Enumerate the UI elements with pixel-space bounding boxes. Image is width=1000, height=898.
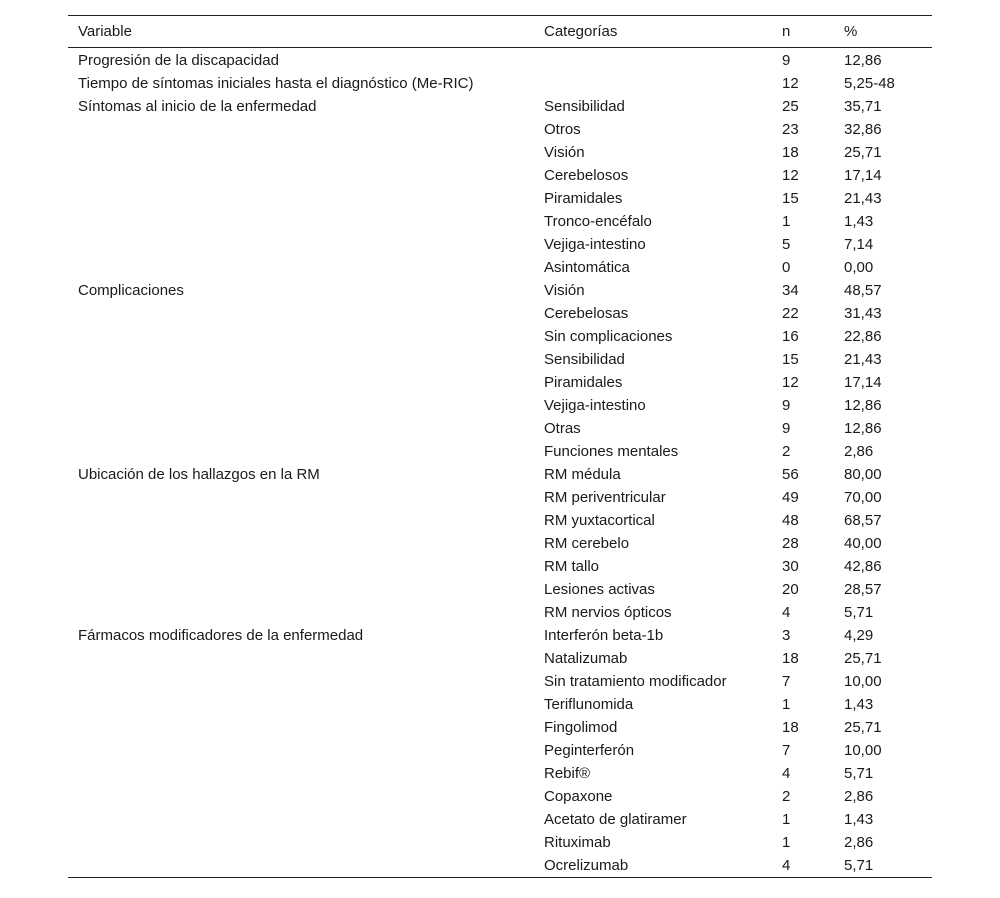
cell-category: Visión xyxy=(544,282,585,299)
cell-n: 15 xyxy=(782,351,799,368)
cell-variable xyxy=(68,325,534,348)
table-row xyxy=(68,187,932,210)
table-row xyxy=(68,716,932,739)
cell-variable xyxy=(68,601,534,624)
table-row xyxy=(68,670,932,693)
table-row xyxy=(68,854,932,878)
cell-n: 28 xyxy=(782,535,799,552)
cell-n: 1 xyxy=(782,213,791,230)
table-row xyxy=(68,118,932,141)
cell-category: Vejiga-intestino xyxy=(544,236,646,253)
cell-variable xyxy=(68,210,534,233)
table-row xyxy=(68,348,932,371)
table-row xyxy=(68,578,932,601)
cell-n: 9 xyxy=(782,420,791,437)
cell-percent: 21,43 xyxy=(844,190,882,207)
cell-n: 1 xyxy=(782,811,791,828)
cell-n: 18 xyxy=(782,650,799,667)
cell-n: 12 xyxy=(782,75,799,92)
cell-category: Cerebelosos xyxy=(544,167,629,184)
cell-variable xyxy=(68,233,534,256)
cell-variable: Progresión de la discapacidad xyxy=(78,52,279,69)
cell-n: 20 xyxy=(782,581,799,598)
table-row xyxy=(68,72,932,95)
cell-category: Copaxone xyxy=(544,788,613,805)
cell-percent: 48,57 xyxy=(844,282,882,299)
cell-n: 0 xyxy=(782,259,791,276)
cell-n: 30 xyxy=(782,558,799,575)
table-body xyxy=(68,48,932,878)
cell-percent: 0,00 xyxy=(844,259,874,276)
table-row xyxy=(68,164,932,187)
header-n: n xyxy=(772,16,834,48)
header-row xyxy=(68,16,932,48)
header-variable: Variable xyxy=(68,16,534,48)
cell-category: Piramidales xyxy=(544,374,623,391)
cell-category: Visión xyxy=(544,144,585,161)
cell-variable: Tiempo de síntomas iniciales hasta el diagnóstico (Me-RIC) xyxy=(78,75,474,92)
cell-n: 48 xyxy=(782,512,799,529)
cell-variable xyxy=(68,762,534,785)
cell-percent: 2,86 xyxy=(844,443,874,460)
cell-category xyxy=(534,48,772,73)
cell-n: 1 xyxy=(782,696,791,713)
cell-variable: Síntomas al inicio de la enfermedad xyxy=(78,98,317,115)
cell-percent: 22,86 xyxy=(844,328,882,345)
cell-percent: 25,71 xyxy=(844,650,882,667)
cell-n: 5 xyxy=(782,236,791,253)
table-row xyxy=(68,739,932,762)
cell-n: 2 xyxy=(782,788,791,805)
table-row xyxy=(68,785,932,808)
cell-variable xyxy=(68,164,534,187)
cell-percent: 31,43 xyxy=(844,305,882,322)
cell-n: 25 xyxy=(782,98,799,115)
cell-category: Sin tratamiento modificador xyxy=(544,673,727,690)
cell-n: 12 xyxy=(782,374,799,391)
cell-category: RM médula xyxy=(544,466,621,483)
cell-category: Teriflunomida xyxy=(544,696,634,713)
table-row xyxy=(68,647,932,670)
table-row xyxy=(68,831,932,854)
cell-n: 1 xyxy=(782,834,791,851)
cell-variable xyxy=(68,348,534,371)
table-row xyxy=(68,555,932,578)
cell-percent: 28,57 xyxy=(844,581,882,598)
cell-category: Otros xyxy=(544,121,581,138)
table-row xyxy=(68,371,932,394)
cell-percent: 2,86 xyxy=(844,788,874,805)
cell-n: 18 xyxy=(782,144,799,161)
cell-category: Acetato de glatiramer xyxy=(544,811,687,828)
table-row xyxy=(68,279,932,302)
cell-percent: 2,86 xyxy=(844,834,874,851)
cell-variable xyxy=(68,440,534,463)
cell-variable xyxy=(68,785,534,808)
table-row xyxy=(68,601,932,624)
cell-n: 12 xyxy=(782,167,799,184)
cell-n: 16 xyxy=(782,328,799,345)
table-row xyxy=(68,141,932,164)
cell-variable xyxy=(68,371,534,394)
cell-percent: 1,43 xyxy=(844,811,874,828)
cell-category: Rebif® xyxy=(544,765,591,782)
cell-variable xyxy=(68,118,534,141)
cell-percent: 4,29 xyxy=(844,627,874,644)
cell-percent: 12,86 xyxy=(844,397,882,414)
cell-variable xyxy=(68,647,534,670)
table-row xyxy=(68,48,932,73)
cell-category: Fingolimod xyxy=(544,719,618,736)
cell-percent: 21,43 xyxy=(844,351,882,368)
cell-percent: 10,00 xyxy=(844,673,882,690)
cell-n: 56 xyxy=(782,466,799,483)
cell-category: Vejiga-intestino xyxy=(544,397,646,414)
table-row xyxy=(68,693,932,716)
cell-percent: 17,14 xyxy=(844,167,882,184)
cell-variable xyxy=(68,808,534,831)
cell-variable: Complicaciones xyxy=(78,282,184,299)
header-percent: % xyxy=(834,16,932,48)
cell-variable xyxy=(68,532,534,555)
cell-n: 7 xyxy=(782,742,791,759)
cell-n: 2 xyxy=(782,443,791,460)
cell-variable xyxy=(68,187,534,210)
cell-n: 4 xyxy=(782,765,791,782)
cell-category: Natalizumab xyxy=(544,650,628,667)
cell-percent: 40,00 xyxy=(844,535,882,552)
cell-n: 9 xyxy=(782,397,791,414)
cell-percent: 12,86 xyxy=(844,420,882,437)
cell-percent: 7,14 xyxy=(844,236,874,253)
cell-category: Sensibilidad xyxy=(544,351,625,368)
cell-n: 4 xyxy=(782,604,791,621)
table-row xyxy=(68,624,932,647)
table-row xyxy=(68,440,932,463)
table-row xyxy=(68,509,932,532)
cell-variable: Fármacos modificadores de la enfermedad xyxy=(78,627,364,644)
table-row xyxy=(68,210,932,233)
cell-n: 7 xyxy=(782,673,791,690)
cell-category: Lesiones activas xyxy=(544,581,655,598)
table-row xyxy=(68,95,932,118)
clinical-characteristics-table-container xyxy=(68,15,932,878)
cell-category: Interferón beta-1b xyxy=(544,627,664,644)
cell-variable xyxy=(68,854,534,878)
table-row xyxy=(68,762,932,785)
cell-n: 34 xyxy=(782,282,799,299)
cell-percent: 5,71 xyxy=(844,604,874,621)
cell-n: 22 xyxy=(782,305,799,322)
cell-category: Rituximab xyxy=(544,834,611,851)
cell-percent: 5,71 xyxy=(844,765,874,782)
header-categorias: Categorías xyxy=(534,16,772,48)
cell-variable xyxy=(68,716,534,739)
cell-variable xyxy=(68,670,534,693)
cell-variable: Ubicación de los hallazgos en la RM xyxy=(78,466,320,483)
clinical-characteristics-table xyxy=(68,15,932,878)
cell-percent: 70,00 xyxy=(844,489,882,506)
cell-category: RM periventricular xyxy=(544,489,666,506)
cell-variable xyxy=(68,831,534,854)
cell-variable xyxy=(68,555,534,578)
cell-category: RM tallo xyxy=(544,558,600,575)
cell-category: Peginterferón xyxy=(544,742,635,759)
cell-percent: 1,43 xyxy=(844,696,874,713)
cell-category: RM nervios ópticos xyxy=(544,604,672,621)
table-row xyxy=(68,325,932,348)
cell-variable xyxy=(68,486,534,509)
table-row xyxy=(68,486,932,509)
table-row xyxy=(68,233,932,256)
cell-variable xyxy=(68,739,534,762)
cell-category: RM cerebelo xyxy=(544,535,630,552)
cell-variable xyxy=(68,693,534,716)
cell-percent: 5,25-48 xyxy=(844,75,895,92)
cell-category: Cerebelosas xyxy=(544,305,629,322)
table-row xyxy=(68,532,932,555)
cell-category: Otras xyxy=(544,420,581,437)
cell-percent: 25,71 xyxy=(844,719,882,736)
table-row xyxy=(68,394,932,417)
cell-category xyxy=(534,72,772,95)
cell-percent: 17,14 xyxy=(844,374,882,391)
cell-category: Sin complicaciones xyxy=(544,328,673,345)
cell-category: Funciones mentales xyxy=(544,443,679,460)
cell-variable xyxy=(68,256,534,279)
cell-category: Ocrelizumab xyxy=(534,854,772,878)
cell-variable xyxy=(68,417,534,440)
cell-category: RM yuxtacortical xyxy=(544,512,655,529)
cell-variable xyxy=(68,141,534,164)
cell-percent: 12,86 xyxy=(844,52,882,69)
table-row xyxy=(68,463,932,486)
cell-percent: 35,71 xyxy=(844,98,882,115)
cell-variable xyxy=(68,509,534,532)
cell-n: 4 xyxy=(772,854,834,878)
cell-percent: 25,71 xyxy=(844,144,882,161)
table-row xyxy=(68,302,932,325)
cell-n: 15 xyxy=(782,190,799,207)
cell-category: Piramidales xyxy=(544,190,623,207)
table-row xyxy=(68,256,932,279)
cell-n: 18 xyxy=(782,719,799,736)
table-header xyxy=(68,16,932,48)
cell-category: Sensibilidad xyxy=(544,98,625,115)
cell-category: Tronco-encéfalo xyxy=(544,213,652,230)
cell-percent: 10,00 xyxy=(844,742,882,759)
cell-n: 49 xyxy=(782,489,799,506)
table-row xyxy=(68,808,932,831)
cell-percent: 42,86 xyxy=(844,558,882,575)
cell-percent: 80,00 xyxy=(844,466,882,483)
table-row xyxy=(68,417,932,440)
cell-percent: 1,43 xyxy=(844,213,874,230)
cell-n: 3 xyxy=(782,627,791,644)
cell-variable xyxy=(68,394,534,417)
cell-variable xyxy=(68,578,534,601)
cell-percent: 32,86 xyxy=(844,121,882,138)
cell-percent: 68,57 xyxy=(844,512,882,529)
cell-category: Asintomática xyxy=(544,259,630,276)
cell-n: 9 xyxy=(782,52,791,69)
cell-percent: 5,71 xyxy=(834,854,932,878)
cell-variable xyxy=(68,302,534,325)
cell-n: 23 xyxy=(782,121,799,138)
